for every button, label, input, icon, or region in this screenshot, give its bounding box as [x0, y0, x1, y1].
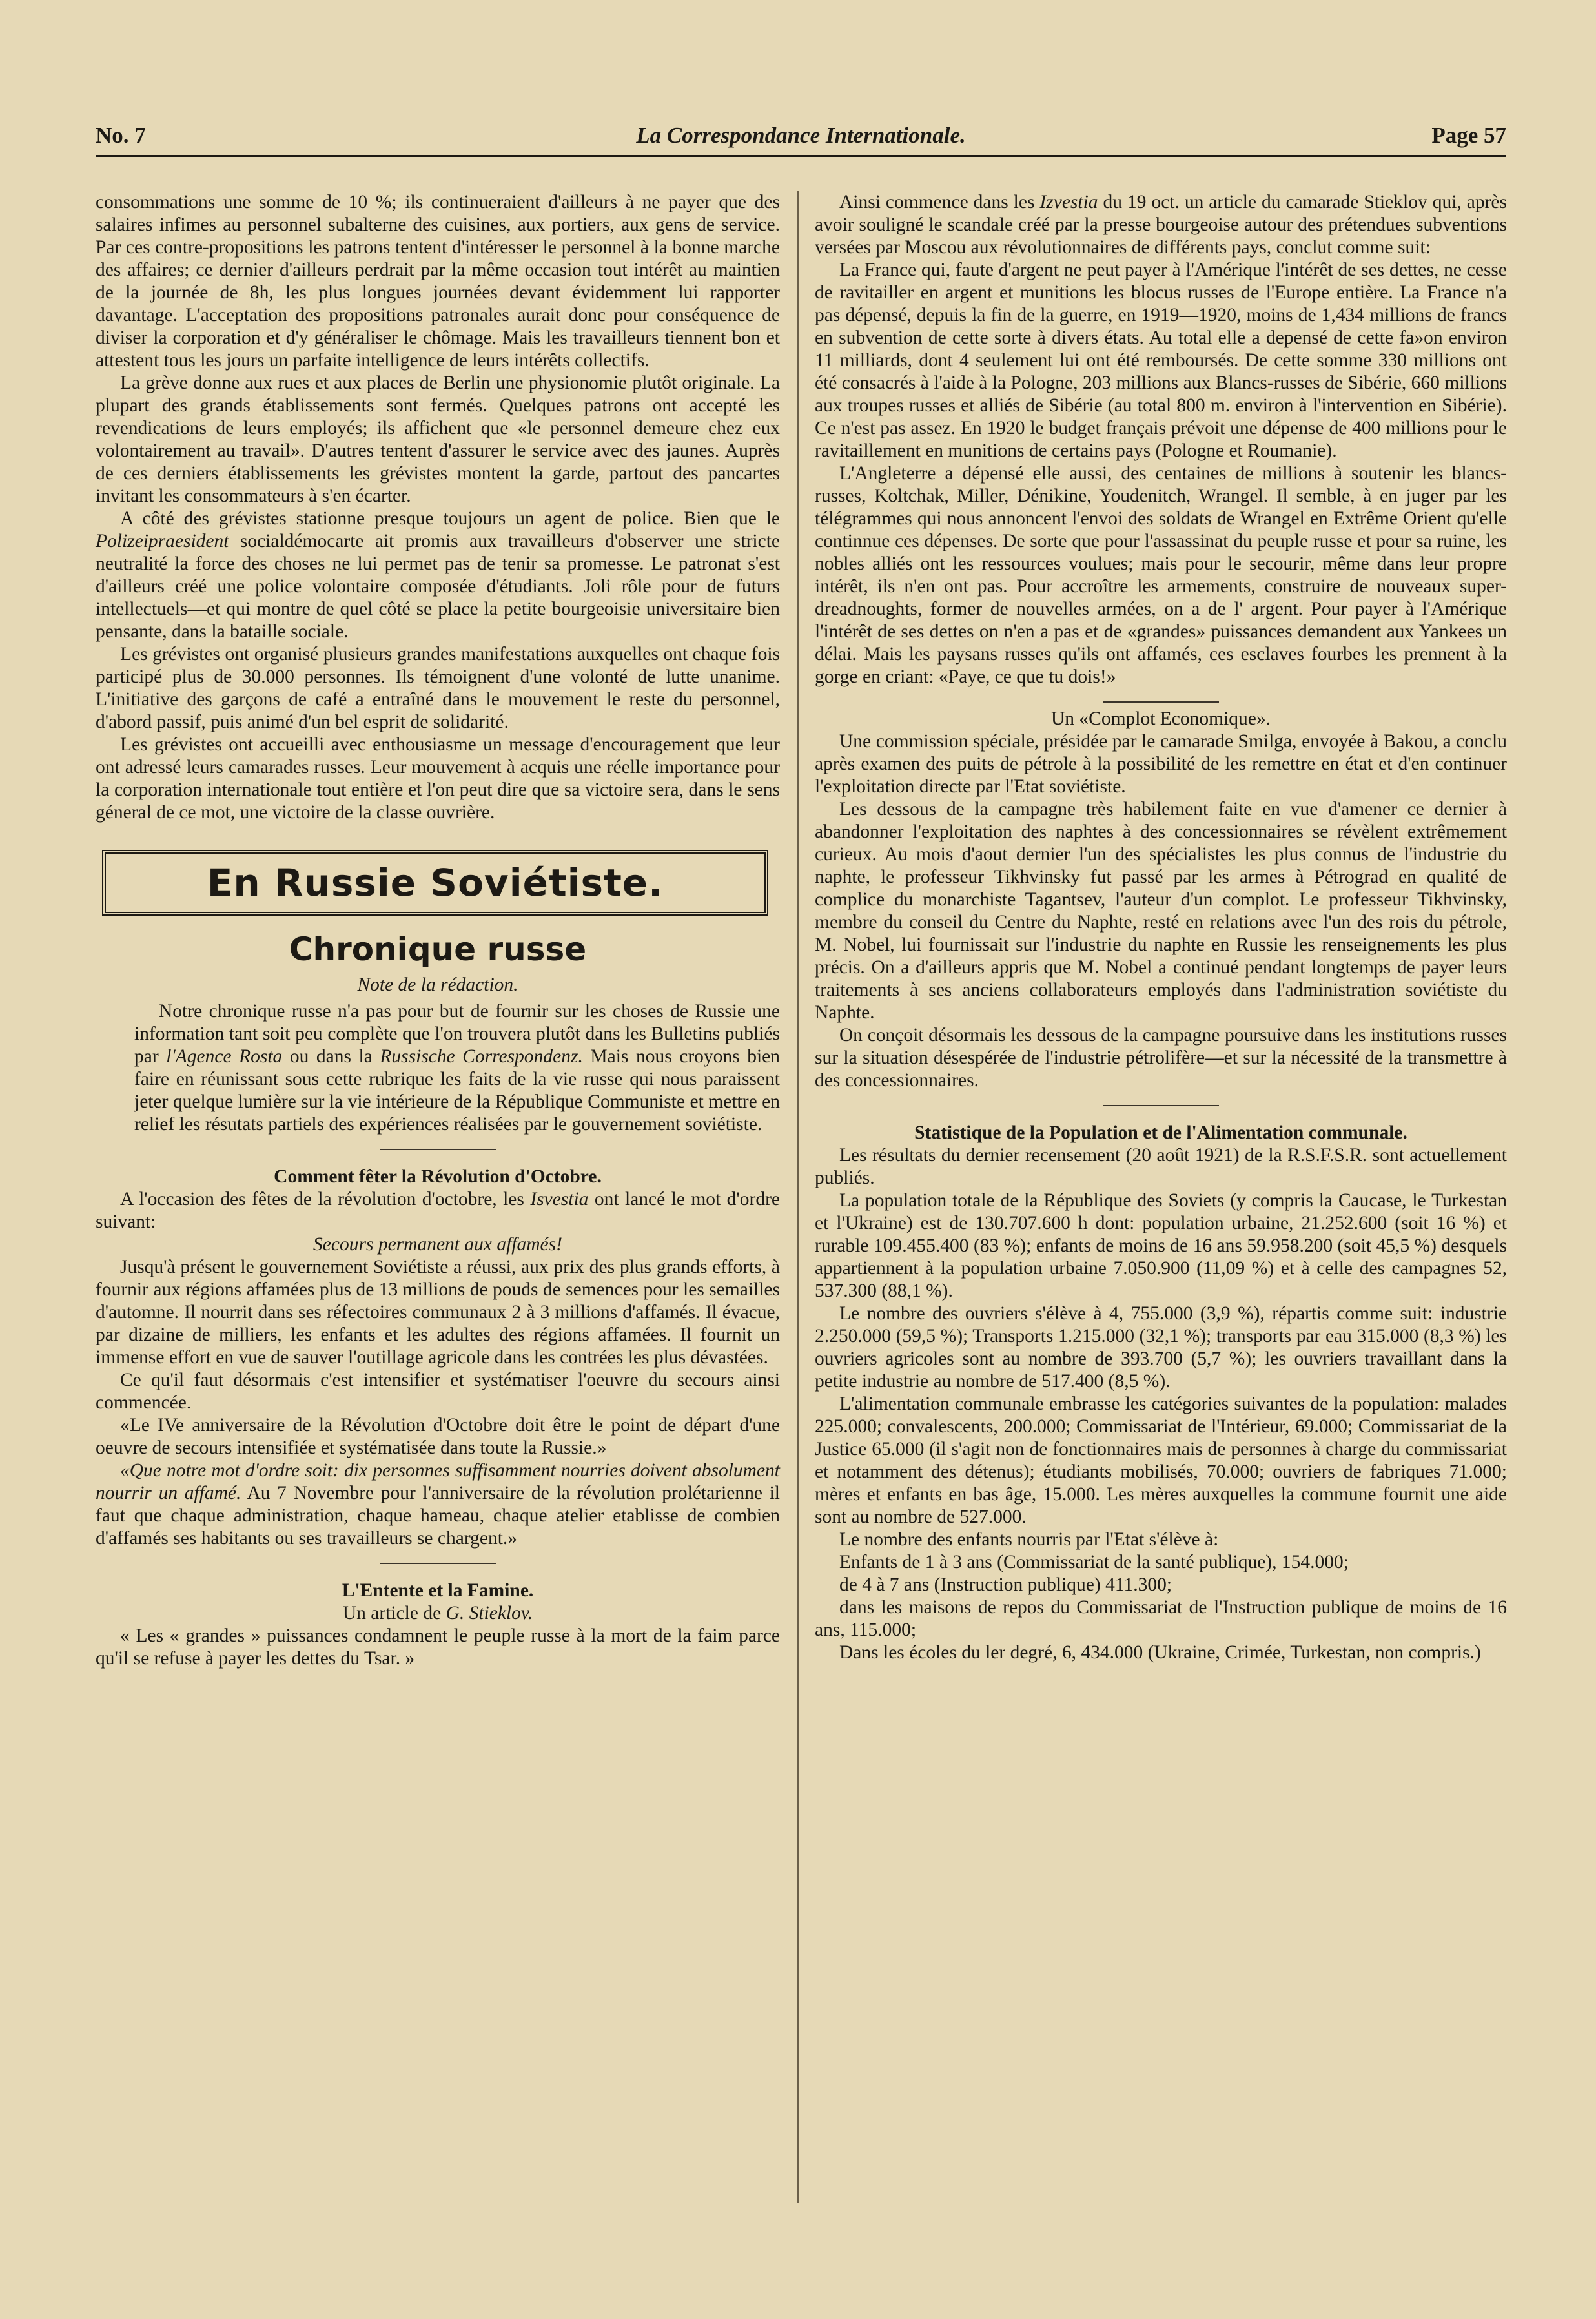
paragraph: Ce qu'il faut désormais c'est intensifier et systématiser l'oeuvre du secours ainsi commencée. [96, 1370, 780, 1413]
section-title: En Russie Soviétiste. [102, 850, 768, 916]
chronicle-title: Chronique russe [289, 931, 587, 968]
paragraph: Ainsi commence dans les Izvestia du 19 oct. un article du camarade Stieklov qui, après avoir souligné le scandale créé par la presse bourgeoise autour des prétendues subventions versées par Moscou aux révolutionnaires de différents pays, conclut comme suit: [815, 192, 1507, 258]
paragraph: La grève donne aux rues et aux places de Berlin une physionomie plutôt originale. La plupart des grands établissements sont fermés. Quelques patrons ont accepté les revendications de leurs employés; ils affichent que «le personnel demeure chez eux volontairement au travail». D'autres tentent d'assurer le service avec des jaunes. Auprès de ces derniers établissements les grévistes montent la garde, partout des pancartes invitant les consommateurs à s'en écarter. [96, 373, 780, 506]
paragraph: Jusqu'à présent le gouvernement Soviétiste a réussi, aux prix des plus grands efforts, à fournir aux régions affamées plus de 13 millions de pouds de semences pour les semailles d'automne. Il nourrit dans ses réfectoires communaux 2 à 3 millions d'affamés. Il évacue, par dizaine de milliers, les enfants et les adultes des régions affamées. Il fournit un immense effort en vue de sauver l'outillage agricole dans les contrées les plus dévastées. [96, 1257, 780, 1368]
paragraph: Le nombre des ouvriers s'élève à 4, 755.000 (3,9 %), répartis comme suit: industrie 2.250.000 (59,5 %); Transports 1.215.000 (32,1 %); transports par eau 315.000 (8,3 %) les ouvriers agricoles sont au nombre de 393.700 (5,7 %); les ouvriers travaillant dans la petite industrie au nombre de 517.400 (8,5 %). [815, 1303, 1507, 1392]
paragraph: Une commission spéciale, présidée par le camarade Smilga, envoyée à Bakou, a conclu après examen des puits de pétrole à la possibilité de les remettre en état et d'en continuer l'exploitation directe par l'Etat soviétiste. [815, 731, 1507, 797]
list-item: Dans les écoles du ler degré, 6, 434.000 (Ukraine, Crimée, Turkestan, non compris.) [839, 1642, 1481, 1663]
paragraph: La France qui, faute d'argent ne peut payer à l'Amérique l'intérêt de ses dettes, ne cesse de ravitailler en argent et munitions les blocus russes de l'Europe entière. La France n'a pas dépensé, depuis la fin de la guerre, en 1919—1920, moins de 1,434 millions de francs en subvention de cette sorte à divers états. Au total elle a depensé de cette fa»on environ 11 milliards, dont 4 seulement lui ont été remboursés. De cette somme 330 millions ont été consacrés à l'aide à la Pologne, 203 millions aux Blancs-russes de Sibérie, 660 millions aux troupes russes et alliés de Sibérie (au total 800 m. environ à l'intervention en Sibérie). Ce n'est pas assez. En 1920 le budget français prévoit une dépense de 400 millions pour le ravitaillement en munitions de certains pays (Pologne et Roumanie). [815, 260, 1507, 461]
paragraph: Le nombre des enfants nourris par l'Etat s'élève à: [839, 1529, 1219, 1550]
slogan: Secours permanent aux affamés! [313, 1234, 562, 1255]
paragraph: Les grévistes ont organisé plusieurs grandes manifestations auxquelles ont chaque fois participé plus de 30.000 personnes. Ils témoignent d'une volonté de lutte unanime. L'initiative des garçons de café a entraîné dans le mouvement le reste du personnel, d'abord passif, puis animé d'un bel esprit de solidarité. [96, 644, 780, 732]
paragraph: L'Angleterre a dépensé elle aussi, des centaines de millions à soutenir les blancs-russes, Koltchak, Miller, Dénikine, Youdenitch, Wrangel. Il semble, à en juger par les télégrammes qui nous annoncent l'envoi des soldats de Wrangel en Extrême Orient qu'elle continnue ces dépenses. De sorte que pour l'assassinat du peuple russe et pour sa ruine, les nobles alliés ont les ressources voulues; mais pour le secourir, même dans leur propre intérêt, ils n'en ont pas. Pour accroître les armements, construire de nouveaux super-dreadnoughts, former de nouvelles armées, on a de l' argent. Pour payer à l'Amérique l'intérêt de ses dettes on n'en a pas et de «grandes» puissances demandent aux Yankees un délai. Mais les paysans russes qu'ils ont affamés, ces esclaves fourbes les prennent à la gorge en criant: «Paye, ce que tu dois!» [815, 463, 1507, 687]
editorial-note [96, 1000, 780, 1136]
page-header [96, 118, 1506, 158]
issue-number: No. 7 [96, 123, 146, 148]
paragraph: « Les « grandes » puissances condamnent le peuple russe à la mort de la faim parce qu'il se refuse à payer les dettes du Tsar. » [96, 1625, 780, 1669]
article-byline: Un article de G. Stieklov. [342, 1603, 533, 1623]
editorial-note-label: Note de la rédaction. [357, 974, 518, 995]
journal-title: La Correspondance Internationale. [636, 123, 966, 148]
article-heading: Comment fêter la Révolution d'Octobre. [274, 1166, 602, 1187]
left-column [96, 191, 780, 1670]
header-rule [96, 155, 1506, 157]
article-heading: L'Entente et la Famine. [342, 1580, 534, 1601]
list-item: dans les maisons de repos du Commissariat de l'Instruction publique de moins de 16 ans, 115.000; [815, 1597, 1507, 1640]
paragraph: L'alimentation communale embrasse les catégories suivantes de la population: malades 225.000; convalescents, 200.000; Commissariat de l'Intérieur, 69.000; Commissariat de la Justice 65.000 (il s'agit non de fonctionnaires mais de personnes à charge du commissariat et notamment des détenus); étudiants mobilisés, 70.000; ouvriers de fabriques 71.000; mères et enfants en bas âge, 15.000. Les mères auxquelles la commune fournit une aide sont au nombre de 527.000. [815, 1394, 1507, 1527]
separator [1103, 701, 1219, 703]
paragraph: «Que notre mot d'ordre soit: dix personnes suffisamment nourries doivent absolument nourrir un affamé. Au 7 Novembre pour l'anniversaire de la révolution prolétarienne il faut que chaque administration, chaque hameau, chaque atelier etablisse de combien d'affamés ses habitants ou ses travailleurs se chargent.» [96, 1460, 780, 1549]
paragraph: Les grévistes ont accueilli avec enthousiasme un message d'encouragement que leur ont adressé leurs camarades russes. Leur mouvement à acquis une réelle importance pour la corporation internationale tout entière et l'on peut dire que sa victoire sera, dans le sens géneral de ce mot, une victoire de la classe ouvrière. [96, 734, 780, 823]
paragraph: «Le IVe anniversaire de la Révolution d'Octobre doit être le point de départ d'une oeuvre de secours intensifiée et systématisée dans toute la Russie.» [96, 1415, 780, 1458]
list-item: de 4 à 7 ans (Instruction publique) 411.300; [839, 1574, 1172, 1595]
paragraph: Les dessous de la campagne très habilement faite en vue d'amener ce dernier à abandonner l'exploitation des naphtes à des concessionnaires se révèlent extrêmement curieux. Au mois d'aout dernier l'un des spécialistes les plus connus de l'industrie du naphte, le professeur Tikhvinsky fut passé par les armes à Pétrograd en qualité de complice du monarchiste Tagantsev, l'auteur d'un complot. Le professeur Tikhvinsky, membre du conseil du Centre du Naphte, resté en relations avec l'un des rois du pétrole, M. Nobel, lui fournissait sur l'industrie du naphte en Russie les renseignements les plus précis. On a d'ailleurs appris que M. Nobel a continué pendant longtemps de payer leurs traitements à ses anciens collaborateurs employés dans l'administration soviétiste du Naphte. [815, 799, 1507, 1023]
paragraph: A côté des grévistes stationne presque toujours un agent de police. Bien que le Polizeipraesident socialdémocarte ait promis aux travailleurs d'observer une stricte neutralité la force des choses ne lui permet pas de tenir sa promesse. Le patronat s'est d'ailleurs créé une police volontaire composée d'étudiants. Joli rôle pour de futurs intellectuels—et qui montre de quel côté se place la petite bourgeoisie universitaire bien pensante, dans la bataille sociale. [96, 508, 780, 642]
article-heading: Statistique de la Population et de l'Alimentation communale. [914, 1122, 1407, 1143]
page-number: Page 57 [1431, 123, 1506, 148]
paragraph: La population totale de la République des Soviets (y compris la Caucase, le Turkestan et l'Ukraine) est de 130.707.600 h dont: population urbaine, 21.252.600 (soit 16 %) et rurable 109.455.400 (83 %); enfants de moins de 16 ans 59.958.200 (soit 45,5 %) desquels appartiennent à la population urbaine 7.050.900 (11,09 %) et à celle des campagnes 52, 537.300 (88,1 %). [815, 1190, 1507, 1301]
paragraph: On conçoit désormais les dessous de la campagne poursuive dans les institutions russes sur la situation désespérée de l'industrie pétrolifère—et sur la nécessité de la transmettre à des concessionnaires. [815, 1025, 1507, 1091]
article-heading: Un «Complot Economique». [1050, 708, 1271, 729]
paragraph: Notre chronique russe n'a pas pour but de fournir sur les choses de Russie une information tant soit peu complète que l'on trouvera plutôt dans les Bulletins publiés par l'Agence Rosta ou dans la Russische Correspondenz. Mais nous croyons bien faire en réunissant sous cette rubrique les faits de la vie russe qui nous paraissent jeter quelque lumière sur la vie intérieure de la République Communiste et mettre en relief les résutats partiels des expériences réalisées par le gouvernement soviétiste. [134, 1001, 780, 1135]
right-column [815, 191, 1507, 1664]
separator [380, 1149, 496, 1150]
separator [380, 1563, 496, 1564]
list-item: Enfants de 1 à 3 ans (Commissariat de la santé publique), 154.000; [839, 1552, 1349, 1572]
column-divider [797, 191, 799, 2203]
paragraph: A l'occasion des fêtes de la révolution d'octobre, les Isvestia ont lancé le mot d'ordre suivant: [96, 1189, 780, 1232]
paragraph: consommations une somme de 10 %; ils continueraient d'ailleurs à ne payer que des salaires infimes au personnel subalterne des cuisines, aux portiers, aux gens de service. Par ces contre-propositions les patrons tentent d'intéresser le personnel à la bonne marche des affaires; ce dernier d'ailleurs perdrait par la même occasion tout intérêt au maintien de la journée de 8h, les plus longues journées devant évidemment lui rapporter davantage. L'acceptation des propositions patronales aurait donc pour conséquence de diviser la corporation et d'y généraliser le chômage. Mais les travailleurs tiennent bon et attestent tous les jours un parfaite intelligence de leurs intérêts collectifs. [96, 192, 780, 371]
paragraph: Les résultats du dernier recensement (20 août 1921) de la R.S.F.S.R. sont actuellement publiés. [815, 1145, 1507, 1188]
separator [1103, 1105, 1219, 1106]
